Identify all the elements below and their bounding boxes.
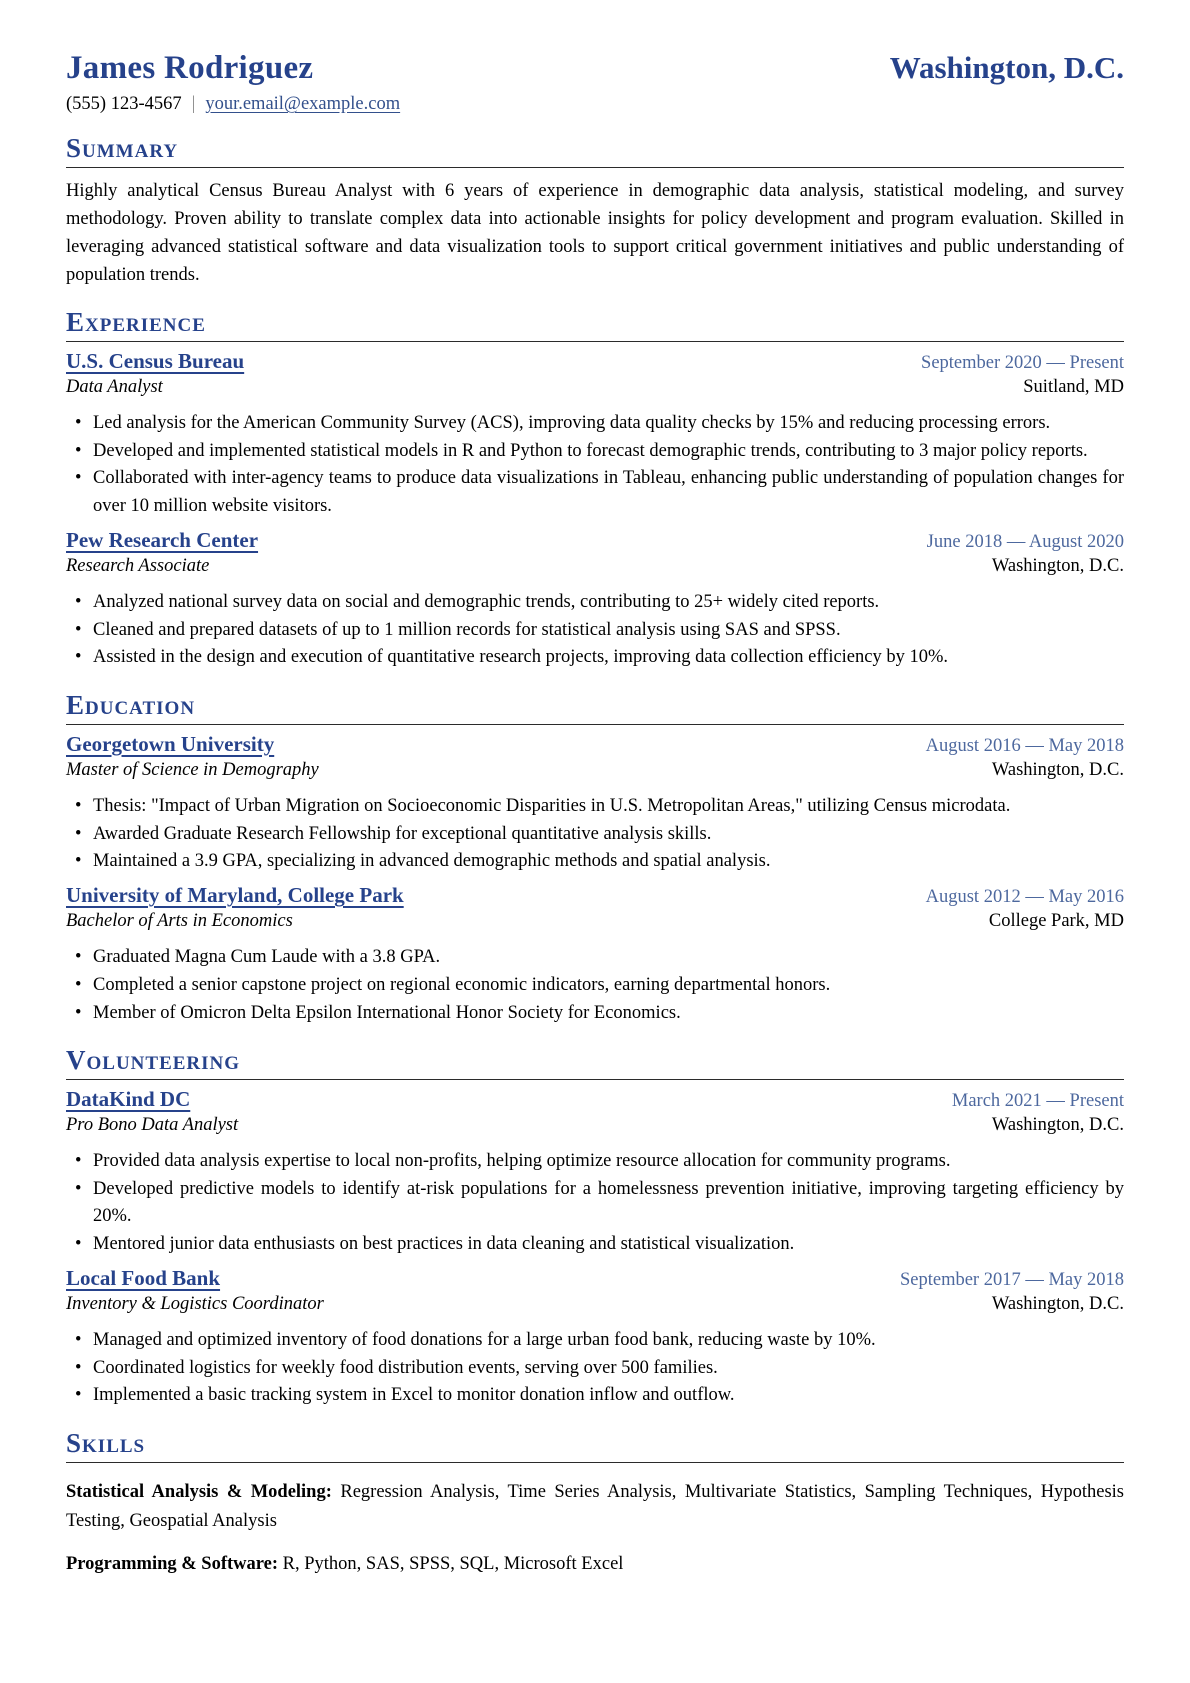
entry-dates: March 2021 — Present — [951, 1090, 1124, 1111]
entry-role: Inventory & Logistics Coordinator — [66, 1293, 324, 1314]
org-link[interactable]: Local Food Bank — [66, 1265, 221, 1290]
org-link[interactable]: U.S. Census Bureau — [66, 348, 245, 373]
section-rule — [66, 167, 1124, 168]
bullet-item: • Led analysis for the American Community Survey (ACS), improving data quality checks by 15% and reducing processing errors. — [66, 410, 1124, 438]
experience-section-title: Experience — [66, 307, 206, 338]
contact-row — [66, 94, 1124, 115]
bullet-item: • Implemented a basic tracking system in Excel to monitor donation inflow and outflow. — [66, 1382, 1124, 1410]
entry-dates: August 2012 — May 2016 — [925, 887, 1124, 907]
education-entry — [66, 883, 1124, 1027]
bullet-item: • Maintained a 3.9 GPA, specializing in advanced demographic methods and spatial analysis. — [66, 848, 1124, 876]
skills-section-title: Skills — [66, 1428, 146, 1459]
bullet-list — [66, 1327, 1124, 1410]
bullet-item: • Managed and optimized inventory of food donations for a large urban food bank, reducing waste by 10%. — [66, 1327, 1124, 1355]
entry-role: Master of Science in Demography — [66, 759, 319, 780]
entry-role: Bachelor of Arts in Economics — [66, 911, 293, 931]
entry-role: Data Analyst — [66, 376, 163, 397]
contact-separator: | — [191, 94, 196, 114]
section-rule — [66, 1079, 1124, 1080]
skill-category-label: Programming & Software: — [66, 1554, 279, 1575]
section-rule — [66, 341, 1124, 342]
bullet-item: • Graduated Magna Cum Laude with a 3.8 GPA. — [66, 944, 1124, 972]
entry-dates: September 2017 — May 2018 — [899, 1269, 1124, 1290]
bullet-item: • Thesis: "Impact of Urban Migration on Socioeconomic Disparities in U.S. Metropolitan Areas," utilizing Census microdata. — [66, 793, 1124, 821]
bullet-item: • Coordinated logistics for weekly food distribution events, serving over 500 families. — [66, 1355, 1124, 1383]
education-section-title: Education — [66, 690, 196, 721]
entry-dates: June 2018 — August 2020 — [926, 531, 1124, 552]
bullet-item: • Cleaned and prepared datasets of up to 1 million records for statistical analysis using SAS and SPSS. — [66, 617, 1124, 645]
entry-role: Research Associate — [66, 555, 210, 576]
skill-category-values: Regression Analysis, Time Series Analysis, Multivariate Statistics, Sampling Techniques, Hypothesis Testing, Geospatial Analysis — [66, 1481, 1124, 1531]
bullet-item: • Completed a senior capstone project on regional economic indicators, earning departmental honors. — [66, 972, 1124, 1000]
phone-number: (555) 123-4567 — [66, 94, 182, 114]
volunteering-section-title: Volunteering — [66, 1045, 241, 1076]
section-experience — [66, 308, 1124, 672]
bullet-item: • Awarded Graduate Research Fellowship for exceptional quantitative analysis skills. — [66, 821, 1124, 849]
bullet-list — [66, 410, 1124, 521]
bullet-item: • Analyzed national survey data on social and demographic trends, contributing to 25+ widely cited reports. — [66, 589, 1124, 617]
bullet-list — [66, 944, 1124, 1027]
bullet-item: • Assisted in the design and execution of quantitative research projects, improving data collection efficiency by 10%. — [66, 644, 1124, 672]
bullet-item: • Collaborated with inter-agency teams to produce data visualizations in Tableau, enhancing public understanding of population changes for over 10 million website visitors. — [66, 465, 1124, 521]
entry-location: Suitland, MD — [1023, 376, 1124, 397]
section-summary — [66, 134, 1124, 289]
entry-location: College Park, MD — [988, 911, 1124, 931]
org-link[interactable]: Georgetown University — [66, 731, 275, 756]
email-link[interactable]: your.email@example.com — [205, 94, 401, 114]
bullet-item: • Developed and implemented statistical models in R and Python to forecast demographic trends, contributing to 3 major policy reports. — [66, 438, 1124, 466]
skill-category — [66, 1550, 1124, 1579]
bullet-item: • Mentored junior data enthusiasts on best practices in data cleaning and statistical visualization. — [66, 1231, 1124, 1259]
summary-section-title: Summary — [66, 133, 179, 163]
section-rule — [66, 724, 1124, 725]
skill-category-values: R, Python, SAS, SPSS, SQL, Microsoft Excel — [282, 1554, 624, 1575]
experience-entry — [66, 528, 1124, 672]
section-education — [66, 691, 1124, 1027]
candidate-name: James Rodriguez — [66, 50, 314, 86]
entry-location: Washington, D.C. — [991, 1114, 1124, 1135]
experience-entry — [66, 349, 1124, 521]
bullet-list — [66, 793, 1124, 876]
entry-location: Washington, D.C. — [991, 1293, 1124, 1314]
section-skills — [66, 1429, 1124, 1579]
entry-dates: September 2020 — Present — [921, 352, 1124, 373]
org-link[interactable]: Pew Research Center — [66, 527, 259, 552]
summary-text: Highly analytical Census Bureau Analyst with 6 years of experience in demographic data analysis, statistical modeling, and survey methodology. Proven ability to translate complex data into actionable insights for policy development and program evaluation. Skilled in leveraging advanced statistical software and data visualization tools to support critical government initiatives and public understanding of population trends. — [66, 180, 1124, 286]
volunteering-entry — [66, 1266, 1124, 1410]
volunteering-entry — [66, 1087, 1124, 1259]
bullet-item: • Developed predictive models to identify at-risk populations for a homelessness prevention initiative, improving targeting efficiency by 20%. — [66, 1176, 1124, 1232]
education-entry — [66, 732, 1124, 876]
bullet-item: • Member of Omicron Delta Epsilon International Honor Society for Economics. — [66, 1000, 1124, 1028]
bullet-list — [66, 589, 1124, 672]
resume-header — [66, 50, 1124, 87]
entry-role: Pro Bono Data Analyst — [66, 1114, 239, 1135]
entry-location: Washington, D.C. — [991, 759, 1124, 780]
org-link[interactable]: DataKind DC — [66, 1086, 191, 1111]
org-link[interactable]: University of Maryland, College Park — [66, 883, 404, 907]
entry-location: Washington, D.C. — [991, 555, 1124, 576]
skill-category — [66, 1478, 1124, 1535]
entry-dates: August 2016 — May 2018 — [925, 735, 1124, 756]
section-volunteering — [66, 1046, 1124, 1410]
section-rule — [66, 1462, 1124, 1463]
skill-category-label: Statistical Analysis & Modeling: — [66, 1481, 332, 1502]
bullet-item: • Provided data analysis expertise to local non-profits, helping optimize resource allocation for community programs. — [66, 1148, 1124, 1176]
bullet-list — [66, 1148, 1124, 1259]
candidate-location: Washington, D.C. — [889, 50, 1124, 85]
